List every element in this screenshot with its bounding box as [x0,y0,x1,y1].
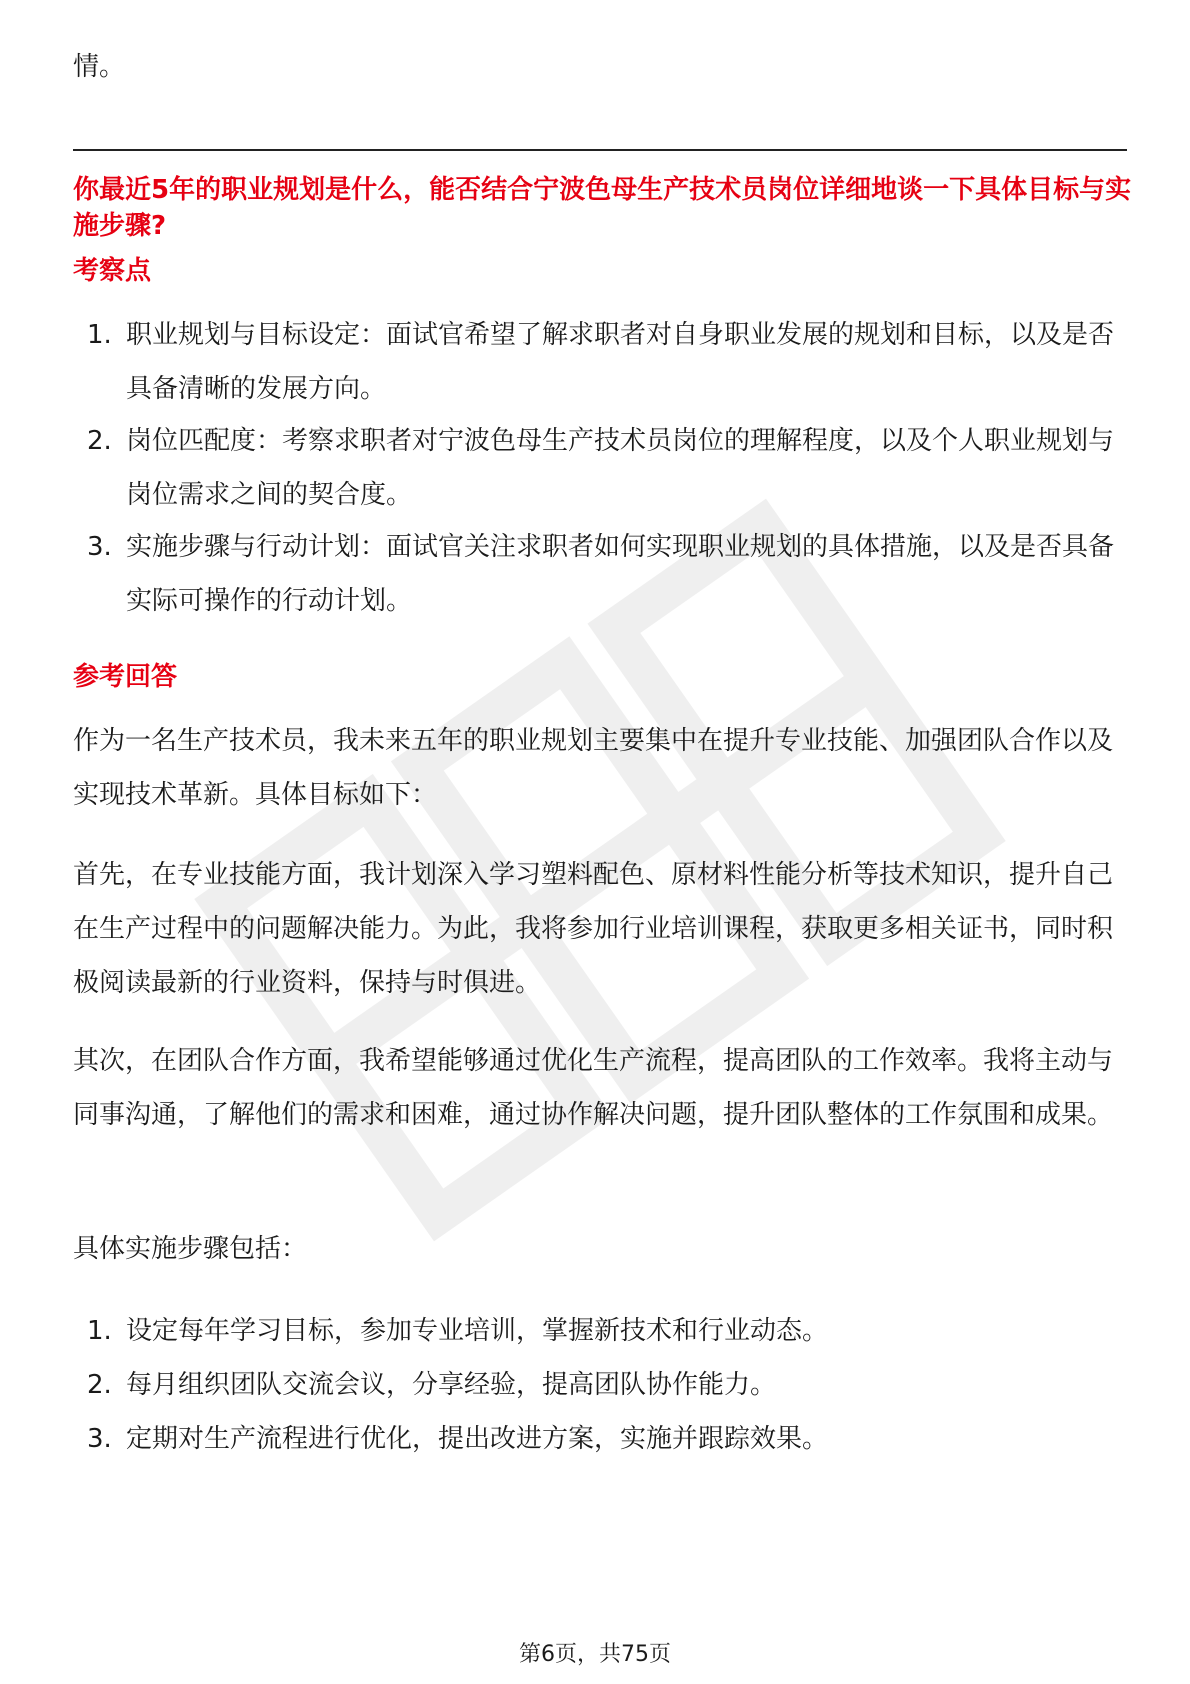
list-number: 2. [87,1370,112,1400]
answer-paragraph: 其次，在团队合作方面，我希望能够通过优化生产流程，提高团队的工作效率。我将主动与同事沟通，了解他们的需求和困难，通过协作解决问题，提升团队整体的工作氛围和成果。 [73,1046,1114,1130]
step-item [73,1412,1133,1466]
list-number: 3. [87,1424,112,1454]
list-item-text: 定期对生产流程进行优化，提出改进方案，实施并跟踪效果。 [126,1424,829,1454]
list-number: 2. [87,426,112,456]
list-number: 1. [87,320,112,350]
assessment-item [73,520,1133,628]
section-divider [73,149,1127,151]
answer-paragraph: 作为一名生产技术员，我未来五年的职业规划主要集中在提升专业技能、加强团队合作以及实现技术革新。具体目标如下： [73,726,1114,810]
page-number: 第6页，共75页 [519,1642,671,1667]
question-heading: 你最近5年的职业规划是什么，能否结合宁波色母生产技术员岗位详细地谈一下具体目标与实施步骤? [73,175,1132,241]
answer-title: 参考回答 [73,662,178,692]
list-item-text: 职业规划与目标设定：面试官希望了解求职者对自身职业发展的规划和目标，以及是否具备清晰的发展方向。 [126,320,1115,404]
list-number: 1. [87,1316,112,1346]
list-item-text: 设定每年学习目标，参加专业培训，掌握新技术和行业动态。 [126,1316,829,1346]
assessment-title: 考察点 [73,256,152,286]
previous-page-fragment: 情。 [73,52,126,82]
assessment-item [73,414,1133,522]
list-item-text: 实施步骤与行动计划：面试官关注求职者如何实现职业规划的具体措施，以及是否具备实际可操作的行动计划。 [126,532,1115,616]
assessment-item [73,308,1133,416]
step-item [73,1358,1133,1412]
list-item-text: 岗位匹配度：考察求职者对宁波色母生产技术员岗位的理解程度，以及个人职业规划与岗位需求之间的契合度。 [126,426,1115,510]
answer-paragraph: 具体实施步骤包括： [73,1234,308,1264]
list-number: 3. [87,532,112,562]
step-item [73,1304,1133,1358]
answer-paragraph: 首先，在专业技能方面，我计划深入学习塑料配色、原材料性能分析等技术知识，提升自己在生产过程中的问题解决能力。为此，我将参加行业培训课程，获取更多相关证书，同时积极阅读最新的行业资料，保持与时俱进。 [73,860,1114,998]
list-item-text: 每月组织团队交流会议，分享经验，提高团队协作能力。 [126,1370,777,1400]
